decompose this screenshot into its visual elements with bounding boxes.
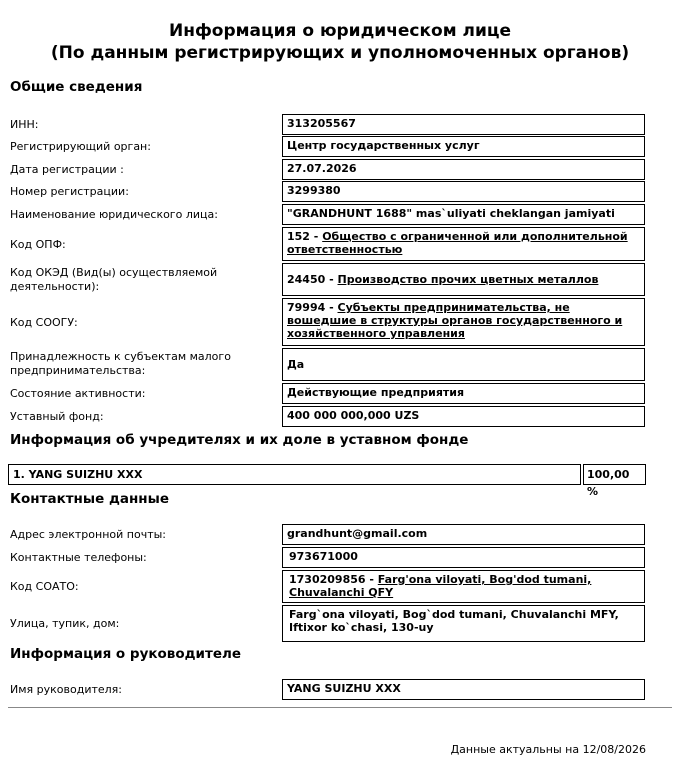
small-business-label: Принадлежность к субъектам малого предпринимательства: [10,350,231,377]
status-value: Действующие предприятия [282,383,645,404]
soato-sep: - [365,573,378,586]
email-value: grandhunt@gmail.com [282,524,645,545]
section-general-heading: Общие сведения [10,79,143,95]
legal-name-value: "GRANDHUNT 1688" mas`uliyati cheklangan jamiyati [282,204,645,225]
opf-link[interactable]: Общество с ограниченной или дополнительной ответственностью [287,230,628,256]
opf-code: 152 [287,230,310,243]
soato-code: 1730209856 [289,573,366,586]
reg-body-label: Регистрирующий орган: [10,140,151,153]
capital-value: 400 000 000,000 UZS [282,406,645,427]
oked-value [282,263,645,296]
reg-date-value: 27.07.2026 [282,159,645,180]
capital-label: Уставный фонд: [10,410,104,423]
email-label: Адрес электронной почты: [10,528,167,541]
reg-body-value: Центр государственных услуг [282,136,645,157]
oked-code: 24450 [287,273,326,286]
page-title-line1: Информация о юридическом лице [168,21,512,41]
phones-value: 973671000 [282,547,645,568]
opf-value [282,227,645,261]
reg-number-label: Номер регистрации: [10,185,129,198]
oked-sep: - [325,273,338,286]
soogu-label: Код СООГУ: [10,316,78,329]
legal-name-label: Наименование юридического лица: [10,208,218,221]
founder-share: 100,00 % [583,464,646,485]
soato-link[interactable]: Farg'ona viloyati, Bog'dod tumani, Chuvalanchi QFY [289,573,592,599]
opf-sep: - [309,230,323,243]
footer-actuality: Данные актуальны на 12/08/2026 [450,743,646,756]
phones-label: Контактные телефоны: [10,551,147,564]
street-label: Улица, тупик, дом: [10,617,120,630]
page-title-line2: (По данным регистрирующих и уполномоченных органов) [50,43,630,63]
soogu-link[interactable]: Субъекты предпринимательства, не вошедшие в структуры органов государственного и хозяйственного управления [287,301,623,340]
reg-date-label: Дата регистрации : [10,163,124,176]
section-head-heading: Информация о руководителе [10,646,242,662]
section-founders-heading: Информация об учредителях и их доле в уставном фонде [10,432,469,448]
inn-value: 313205567 [282,114,645,135]
street-value: Farg`ona viloyati, Bog`dod tumani, Chuvalanchi MFY, Iftixor ko`chasi, 130-uy [282,605,645,642]
section-contacts-heading: Контактные данные [10,491,169,507]
oked-link[interactable]: Производство прочих цветных металлов [337,273,599,286]
soogu-code: 79994 [287,301,326,314]
head-name-label: Имя руководителя: [10,683,123,696]
oked-label: Код ОКЭД (Вид(ы) осуществляемой деятельности): [10,266,218,293]
divider [8,707,672,708]
small-business-value: Да [282,348,645,381]
soogu-sep: - [325,301,338,314]
reg-number-value: 3299380 [282,181,645,202]
inn-label: ИНН: [10,118,39,131]
soogu-value [282,298,645,346]
page-title [0,20,680,64]
founder-name: 1. YANG SUIZHU XXX [8,464,581,485]
soato-label: Код СОАТО: [10,580,79,593]
opf-label: Код ОПФ: [10,238,66,251]
head-name-value: YANG SUIZHU XXX [282,679,645,700]
soato-value [282,570,645,603]
status-label: Состояние активности: [10,387,146,400]
